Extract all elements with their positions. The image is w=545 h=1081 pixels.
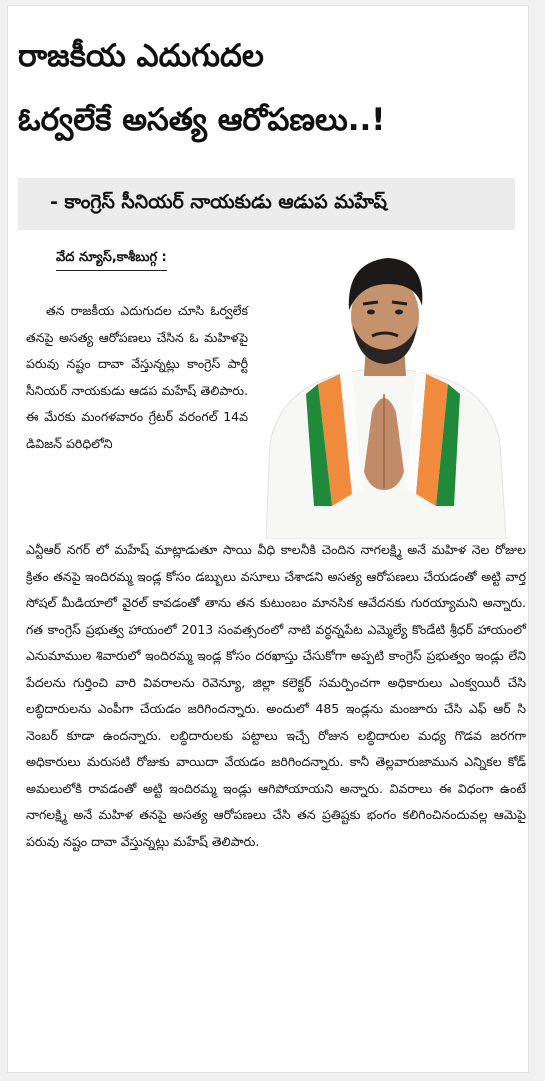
subheadline: - కాంగ్రెస్ సీనియర్ నాయకుడు ఆడుప మహేష్ [18,178,515,230]
portrait-photo [248,244,521,539]
byline: వేద న్యూస్,కాశీబుగ్గ : [56,250,167,271]
newspaper-clipping [8,6,528,1072]
article-intro-column [26,298,248,457]
body-paragraph: ఎన్టీఆర్ నగర్ లో మహేష్ మాట్లాడుతూ సాయి వీధి కాలనీకి చెందిన నాగలక్ష్మి అనే మహిళ నెల రోజుల క్రితం తనపై ఇందిరమ్మ ఇండ్ల కోసం డబ్బులు వసూలు చేశాడని అసత్య ఆరోపణలు చేయడంతో అట్టి వార్త సోషల్ మీడియాలో వైరల్ కావడంతో తాను తన కుటుంబం మానసిక ఆవేదనకు గురయ్యామని అన్నారు. గత కాంగ్రెస్ ప్రభుత్వ హాయంలో 2013 సంవత్సరంలో నాటి వర్ధన్నపేట ఎమ్మెల్యే కొండేటి శ్రీధర్ హాయంలో ఎనుమాముల శివారులో ఇందిరమ్మ ఇండ్ల కోసం దరఖాస్తు చేసుకోగా అప్పటి కాంగ్రెస్ ప్రభుత్వం ఇండ్లు లేని పేదలను గుర్తించి వారి వివరాలను రెవెన్యూ, జిల్లా కలెక్టర్ సమర్పించగా అధికారులు ఎంక్వయిరీ చేసి లబ్ధిదారులను ఎంపీగా చేయడం జరిగిందన్నారు. అందులో 485 ఇండ్లను మంజూరు చేసి ఎఫ్ ఆర్ సి నెంబర్ కూడా ఉందన్నారు. లబ్ధిదారులకు పట్టాలు ఇచ్చే రోజున లబ్ధిదారుల మధ్య గొడవ జరగగా అధికారులు మరుసటి రోజుకు వాయిదా వేయడం జరిగిందన్నారు. కానీ తెల్లవారుజామున ఎన్నికల కోడ్ అమలులోకి రావడంతో అట్టి ఇందిరమ్మ ఇండ్లు ఆగిపోయాయని అన్నారు. వివరాలు ఈ విధంగా ఉంటే నాగలక్ష్మి అనే మహిళ తనపై అసత్య ఆరోపణలు చేసి తన ప్రతిష్టకు భంగం కలిగించినందువల్ల ఆమెపై పరువు నష్టం దావా వేస్తున్నట్లు మహేష్ తెలిపారు. [26,542,526,849]
headline [18,24,518,152]
intro-paragraph: తన రాజకీయ ఎదుగుదల చూసి ఓర్వలేక తనపై అసత్య ఆరోపణలు చేసిన ఓ మహిళపై పరువు నష్టం దావా వేస్తున్నట్లు కాంగ్రెస్ పార్టీ సీనియర్ నాయకుడు ఆడప మహేష్ తెలిపారు. ఈ మేరకు మంగళవారం గ్రేటర్ వరంగల్ 14వ డివిజన్ పరిధిలోని [26,303,248,451]
article-body [26,537,526,855]
headline-line-1: రాజకీయ ఎదుగుదల [18,38,264,74]
headline-line-2: ఓర్వలేకే అసత్య ఆరోపణలు..! [18,102,386,138]
portrait-illustration [248,244,521,539]
